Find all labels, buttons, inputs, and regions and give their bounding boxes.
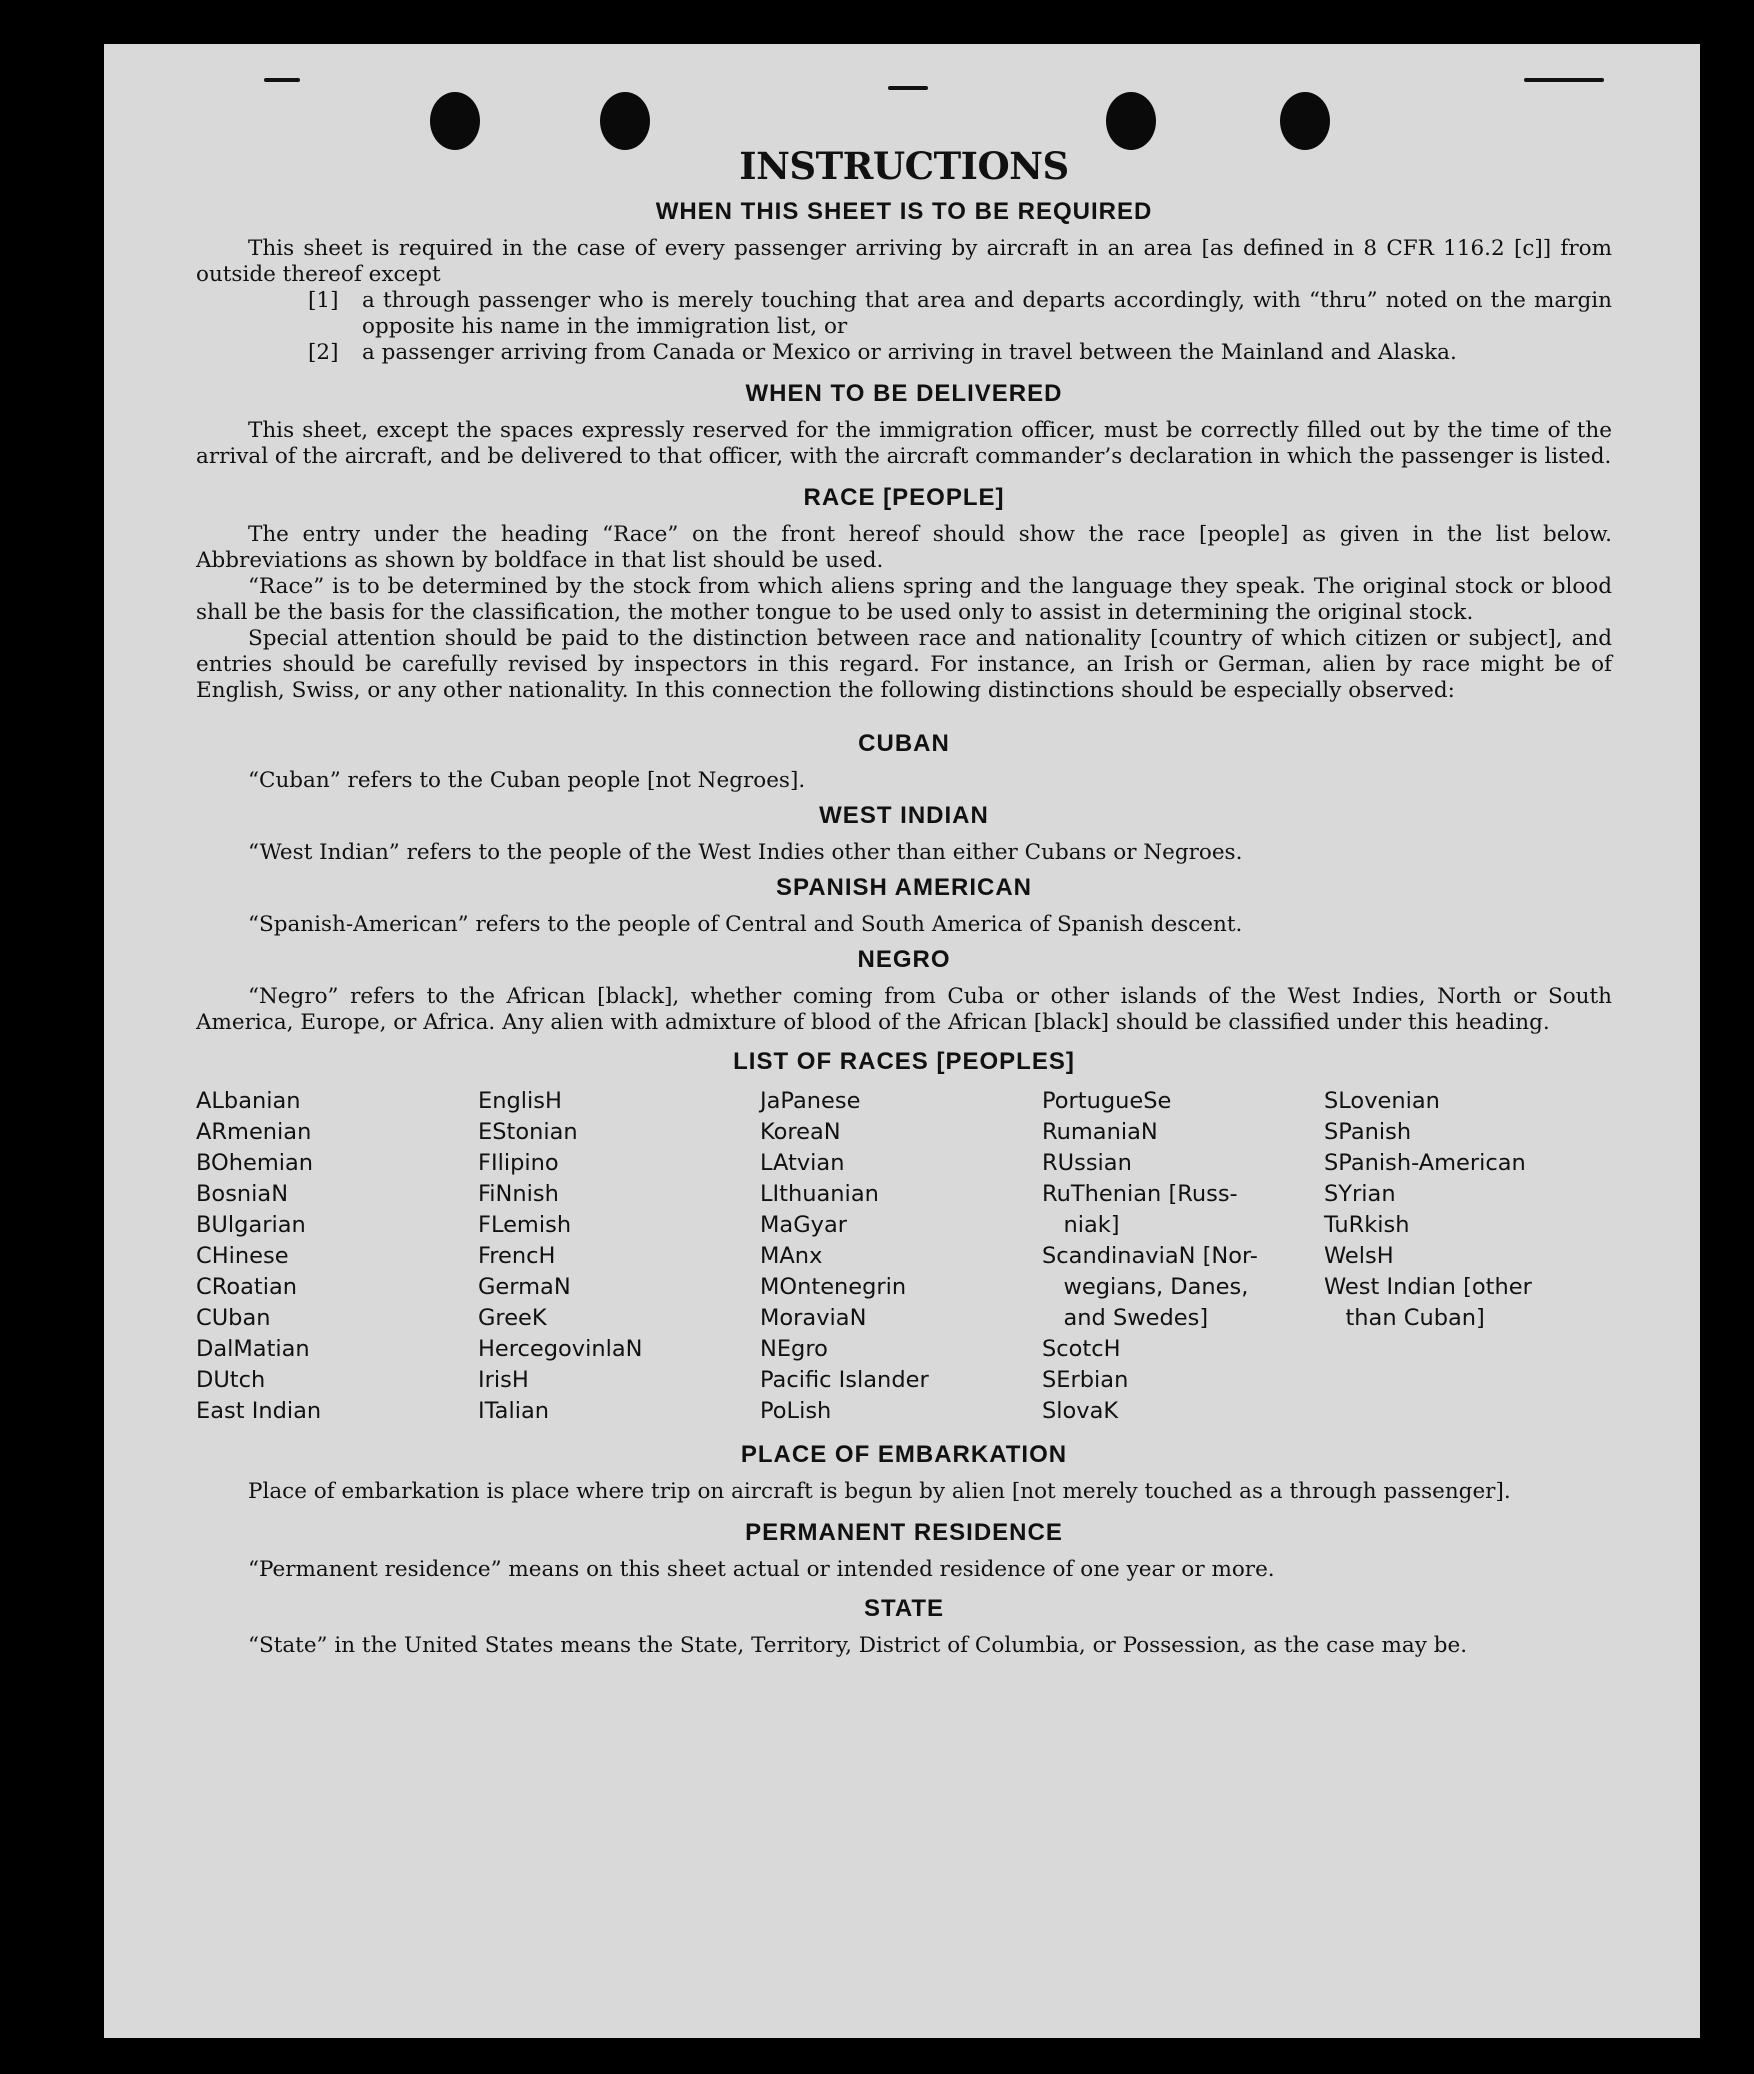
race-item: East Indian [196,1398,322,1424]
exception-number: [1] [308,288,339,313]
exception-text: a passenger arriving from Canada or Mexico or arriving in travel between the Mainland and Alaska. [362,340,1457,365]
heading-when-required: WHEN THIS SHEET IS TO BE REQUIRED [655,198,1153,225]
race-item: CRoatian [196,1274,298,1300]
race-item: ScotcH [1042,1336,1121,1362]
race-item: MaGyar [760,1212,847,1238]
permanent-residence-text: “Permanent residence” means on this sheet actual or intended residence of one year or more. [248,1557,1275,1582]
negro-text: “Negro” refers to the African [black], whether coming from Cuba or other islands of the West Indies, North or South America, Europe, or Africa. Any alien with admixture of blood of the African [black] should be classified under this heading. [196,984,1612,1035]
race-item: EStonian [478,1119,578,1145]
cuban-text: “Cuban” refers to the Cuban people [not Negroes]. [248,768,806,793]
embarkation-text: Place of embarkation is place where trip on aircraft is begun by alien [not merely touched as a through passenger]. [248,1479,1511,1504]
punch-hole [600,92,650,150]
heading-state: STATE [863,1595,945,1622]
race-item: than Cuban] [1324,1305,1485,1331]
punch-hole [1280,92,1330,150]
exception-item [308,288,1612,340]
race-item: DalMatian [196,1336,310,1362]
race-item: PortugueSe [1042,1088,1172,1114]
heading-list-of-races: LIST OF RACES [PEOPLES] [733,1048,1075,1075]
race-item: RuThenian [Russ- [1042,1181,1238,1207]
heading-when-delivered: WHEN TO BE DELIVERED [745,380,1063,407]
heading-embarkation: PLACE OF EMBARKATION [740,1441,1068,1468]
race-item: FiNnish [478,1181,559,1207]
race-item: FLemish [478,1212,572,1238]
race-item: GreeK [478,1305,547,1331]
exception-item [308,340,1612,366]
race-paragraph-1: The entry under the heading “Race” on the front hereof should show the race [people] as given in the list below. Abbreviations as shown by boldface in that list should be used. [196,522,1612,573]
page-title: INSTRUCTIONS [739,144,1069,188]
race-item: BosniaN [196,1181,289,1207]
heading-west-indian: WEST INDIAN [819,802,989,829]
race-item: KoreaN [760,1119,841,1145]
race-paragraph-3: Special attention should be paid to the distinction between race and nationality [country of which citizen or subject], and entries should be carefully revised by inspectors in this regard. For instance, an Irish or German, alien by race might be of English, Swiss, or any other nationality. In this connection the following distinctions should be especially observed: [196,626,1612,703]
race-item: MAnx [760,1243,823,1269]
race-item: WelsH [1324,1243,1394,1269]
instructions-content [196,144,1612,1659]
state-text: “State” in the United States means the State, Territory, District of Columbia, or Possession, as the case may be. [248,1633,1468,1658]
west-indian-text: “West Indian” refers to the people of the West Indies other than either Cubans or Negroes. [248,840,1243,865]
race-item: and Swedes] [1042,1305,1209,1331]
race-item: SYrian [1324,1181,1396,1207]
race-item: RumaniaN [1042,1119,1158,1145]
heading-spanish-american: SPANISH AMERICAN [775,874,1032,901]
spanish-american-text: “Spanish-American” refers to the people of Central and South America of Spanish descent. [248,912,1243,937]
race-item: ALbanian [196,1088,301,1114]
race-item: wegians, Danes, [1042,1274,1249,1300]
race-item: niak] [1042,1212,1120,1238]
document-sheet [104,44,1700,2038]
punch-hole [1106,92,1156,150]
race-item: MOntenegrin [760,1274,907,1300]
race-item: SLovenian [1324,1088,1440,1114]
race-item: HercegovinlaN [478,1336,643,1362]
race-list [196,1086,1612,1427]
race-column [1324,1086,1606,1427]
race-item: TuRkish [1324,1212,1410,1238]
when-delivered-text: This sheet, except the spaces expressly reserved for the immigration officer, must be correctly filled out by the time of the arrival of the aircraft, and be delivered to that officer, with the aircraft commander’s declaration in which the passenger is listed. [196,418,1612,469]
race-item: ScandinaviaN [Nor- [1042,1243,1258,1269]
race-column [1042,1086,1324,1427]
scan-mark [264,78,300,82]
race-item: SlovaK [1042,1398,1119,1424]
exception-number: [2] [308,340,339,365]
race-item: CHinese [196,1243,289,1269]
race-item: PoLish [760,1398,832,1424]
race-item: Pacific Islander [760,1367,929,1393]
race-paragraph-2: “Race” is to be determined by the stock from which aliens spring and the language they speak. The original stock or blood shall be the basis for the classification, the mother tongue to be used only to assist in determining the original stock. [196,574,1612,625]
when-required-intro: This sheet is required in the case of every passenger arriving by aircraft in an area [as defined in 8 CFR 116.2 [c]] from outside thereof except [196,236,1612,287]
race-item: RUssian [1042,1150,1132,1176]
race-item: MoraviaN [760,1305,867,1331]
race-item: SPanish-American [1324,1150,1526,1176]
exception-text: a through passenger who is merely touching that area and departs accordingly, with “thru” noted on the margin opposite his name in the immigration list, or [362,288,1612,339]
heading-permanent-residence: PERMANENT RESIDENCE [745,1519,1063,1546]
race-column [478,1086,760,1427]
heading-race: RACE [PEOPLE] [803,484,1005,511]
race-item: ARmenian [196,1119,312,1145]
race-item: BUlgarian [196,1212,306,1238]
race-item: EnglisH [478,1088,562,1114]
race-item: JaPanese [760,1088,861,1114]
race-item: IrisH [478,1367,529,1393]
race-item: DUtch [196,1367,266,1393]
race-item: West Indian [other [1324,1274,1532,1300]
race-item: NEgro [760,1336,828,1362]
race-item: LIthuanian [760,1181,879,1207]
heading-cuban: CUBAN [858,730,950,757]
race-item: SErbian [1042,1367,1129,1393]
race-column [760,1086,1042,1427]
scan-mark [1524,78,1604,82]
race-item: BOhemian [196,1150,314,1176]
race-item: CUban [196,1305,271,1331]
race-item: FrencH [478,1243,556,1269]
race-column [196,1086,478,1427]
scan-mark [888,86,928,90]
heading-negro: NEGRO [857,946,951,973]
race-item: GermaN [478,1274,571,1300]
punch-hole [430,92,480,150]
race-item: ITalian [478,1398,549,1424]
race-item: LAtvian [760,1150,845,1176]
race-item: SPanish [1324,1119,1412,1145]
race-item: FIlipino [478,1150,559,1176]
